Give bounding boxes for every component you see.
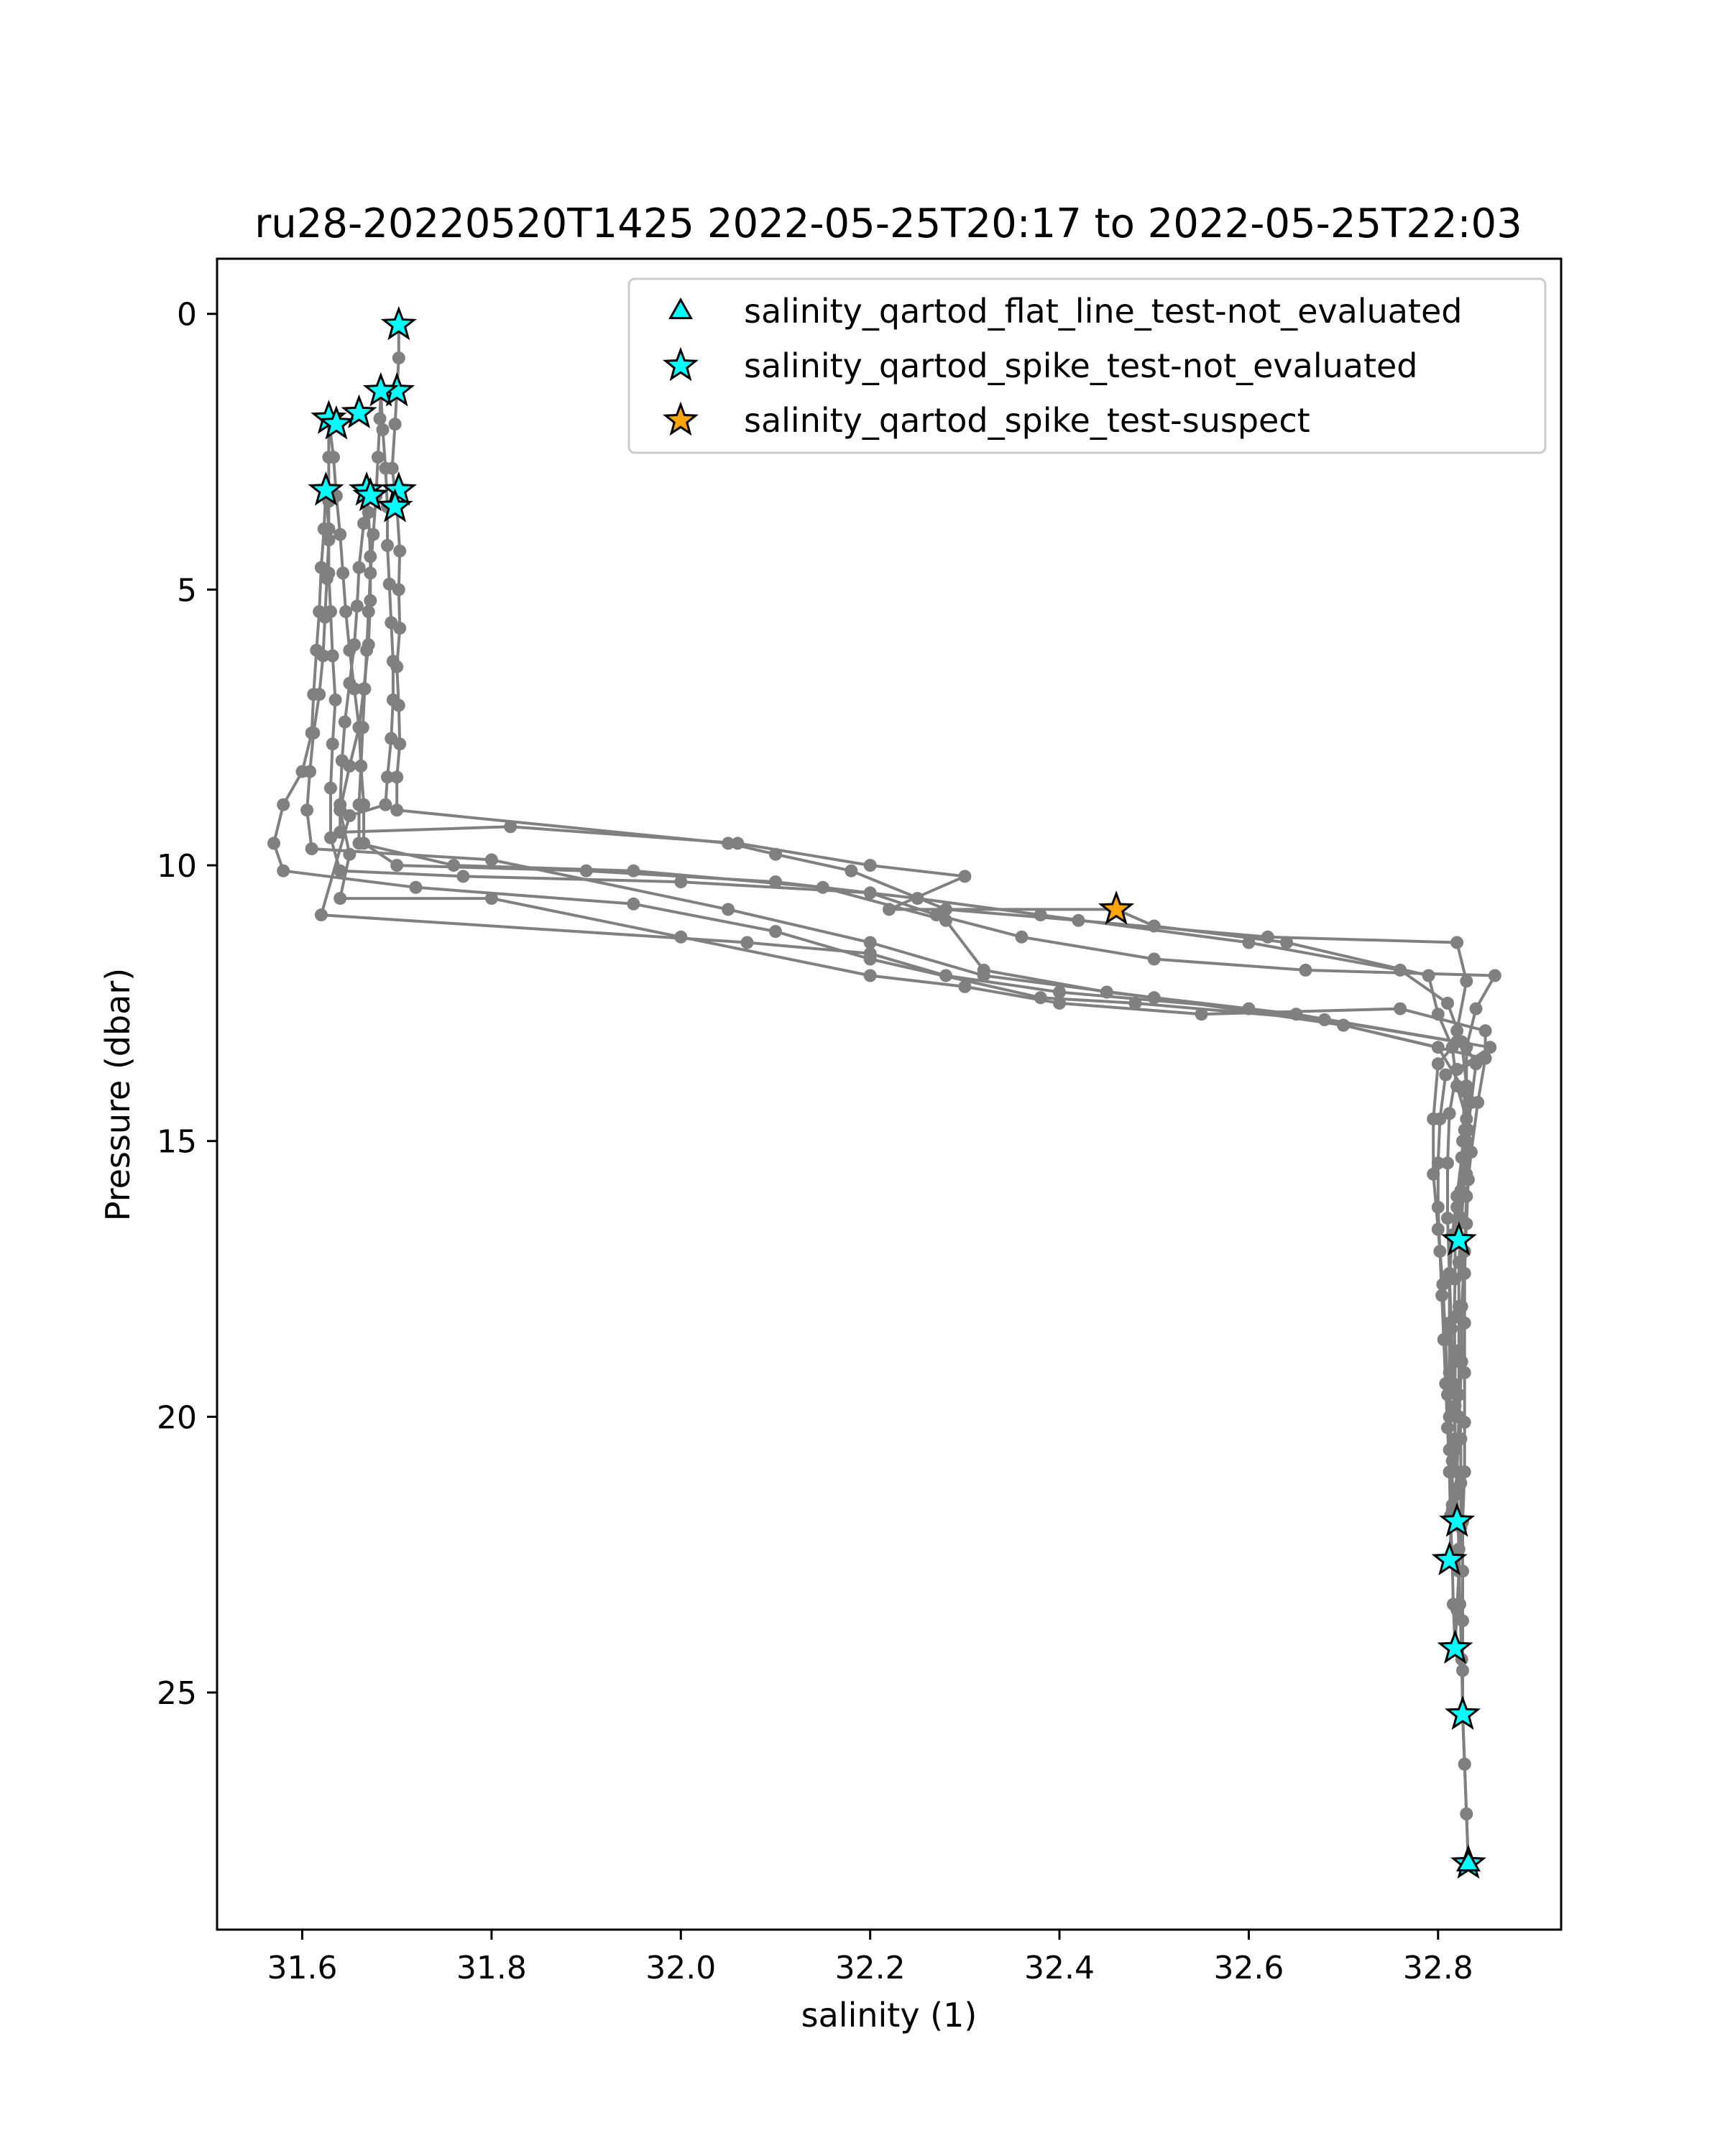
data-point xyxy=(1458,1465,1471,1478)
x-tick-label: 31.8 xyxy=(456,1950,527,1986)
data-point xyxy=(1438,1333,1450,1346)
data-point xyxy=(911,892,924,905)
data-point xyxy=(277,865,290,877)
data-point xyxy=(334,892,346,905)
data-point xyxy=(303,765,316,778)
x-tick-label: 32.4 xyxy=(1024,1950,1095,1986)
data-point xyxy=(939,914,952,927)
data-point xyxy=(1337,1019,1350,1032)
data-point xyxy=(336,754,349,767)
data-point xyxy=(353,837,366,849)
data-point xyxy=(864,947,877,960)
data-point xyxy=(334,528,346,541)
data-point xyxy=(1458,1317,1471,1330)
data-point xyxy=(343,809,356,822)
data-point xyxy=(1479,1024,1492,1037)
data-point xyxy=(816,881,829,894)
data-point xyxy=(389,418,402,430)
data-point xyxy=(722,903,735,916)
data-point xyxy=(1458,1416,1471,1429)
x-tick-label: 32.6 xyxy=(1213,1950,1284,1986)
data-point xyxy=(1441,1212,1454,1225)
data-point xyxy=(381,770,394,783)
data-point xyxy=(336,566,349,579)
data-point xyxy=(372,451,385,464)
data-point xyxy=(1299,964,1312,977)
data-point xyxy=(1462,1173,1475,1186)
data-point xyxy=(1394,964,1407,977)
data-point xyxy=(324,782,337,795)
data-point xyxy=(1242,1003,1255,1015)
data-point xyxy=(385,616,397,629)
data-point xyxy=(1148,953,1161,966)
data-point xyxy=(374,413,387,425)
legend-entry-label: salinity_qartod_spike_test-suspect xyxy=(744,401,1310,440)
data-point xyxy=(410,881,423,894)
y-tick-label: 5 xyxy=(177,572,197,609)
data-point xyxy=(353,798,366,811)
data-point xyxy=(377,423,390,436)
data-point xyxy=(1394,1003,1407,1015)
data-point xyxy=(1456,1614,1469,1627)
data-point xyxy=(741,936,754,949)
data-point xyxy=(1484,1041,1496,1054)
data-point xyxy=(845,865,857,877)
data-point xyxy=(1053,986,1066,999)
data-point xyxy=(864,969,877,982)
data-point xyxy=(339,605,352,618)
data-point xyxy=(307,727,320,740)
data-point xyxy=(1458,1366,1471,1379)
data-point xyxy=(1450,1488,1463,1501)
x-axis-label: salinity (1) xyxy=(801,1996,978,2035)
data-point xyxy=(393,545,406,558)
data-point xyxy=(1441,1156,1454,1169)
data-point xyxy=(485,853,498,866)
data-point xyxy=(1453,1598,1466,1611)
data-point xyxy=(1460,975,1473,987)
data-point xyxy=(390,859,403,872)
data-point xyxy=(864,859,877,872)
data-point xyxy=(334,798,346,811)
y-tick-label: 0 xyxy=(177,296,197,333)
data-point xyxy=(277,798,290,811)
data-point xyxy=(1460,1807,1473,1820)
y-tick-label: 10 xyxy=(157,848,197,885)
data-point xyxy=(387,694,400,706)
data-point xyxy=(1443,1267,1456,1280)
data-point xyxy=(1450,936,1463,949)
data-point xyxy=(381,539,394,552)
data-point xyxy=(315,908,328,921)
data-point xyxy=(318,611,331,624)
data-point xyxy=(329,694,342,706)
data-point xyxy=(392,351,405,364)
data-point xyxy=(1432,1041,1445,1054)
data-point xyxy=(1432,1201,1445,1214)
data-point xyxy=(351,599,364,612)
data-point xyxy=(321,572,334,585)
data-point xyxy=(357,517,370,530)
data-point xyxy=(1242,936,1255,949)
data-point xyxy=(360,644,373,657)
data-point xyxy=(627,898,640,911)
data-point xyxy=(1489,969,1501,982)
data-point xyxy=(1015,931,1028,944)
data-point xyxy=(317,650,330,663)
x-tick-label: 32.8 xyxy=(1402,1950,1473,1986)
data-point xyxy=(1471,1096,1484,1109)
data-point xyxy=(1458,1267,1471,1280)
data-point xyxy=(1454,1184,1467,1197)
data-point xyxy=(1456,1135,1469,1148)
y-axis-label: Pressure (dbar) xyxy=(98,967,137,1222)
legend-entry-label: salinity_qartod_spike_test-not_evaluated xyxy=(744,346,1418,385)
data-point xyxy=(1449,1432,1462,1445)
x-tick-label: 31.6 xyxy=(267,1950,338,1986)
legend xyxy=(629,279,1545,453)
data-point xyxy=(1458,1085,1471,1098)
data-point xyxy=(343,644,356,657)
data-point xyxy=(1432,1008,1445,1021)
data-point xyxy=(1455,1355,1468,1368)
y-tick-label: 25 xyxy=(157,1675,197,1713)
data-point xyxy=(1441,997,1454,1010)
data-point xyxy=(1435,1289,1448,1302)
data-point xyxy=(383,578,396,591)
data-point xyxy=(354,760,367,773)
data-point xyxy=(313,688,326,701)
x-tick-label: 32.2 xyxy=(834,1950,906,1986)
data-point xyxy=(1453,1543,1466,1556)
data-point xyxy=(339,716,351,729)
data-point xyxy=(387,655,400,668)
data-point xyxy=(364,566,377,579)
data-point xyxy=(1034,908,1047,921)
data-point xyxy=(504,820,517,833)
data-point xyxy=(1445,1322,1458,1335)
data-point xyxy=(379,462,392,475)
data-point xyxy=(356,721,369,734)
data-point xyxy=(1432,1057,1445,1070)
y-tick-label: 20 xyxy=(157,1399,197,1437)
data-point xyxy=(1433,1245,1446,1258)
legend-entry-label: salinity_qartod_flat_line_test-not_evaluated xyxy=(744,292,1463,331)
data-point xyxy=(731,837,744,849)
data-point xyxy=(958,870,971,883)
data-point xyxy=(267,837,280,849)
data-point xyxy=(447,859,460,872)
data-point xyxy=(1280,936,1293,949)
data-point xyxy=(326,737,339,750)
data-point xyxy=(1034,991,1047,1004)
x-tick-label: 32.0 xyxy=(645,1950,717,1986)
data-point xyxy=(1441,1422,1454,1434)
data-point xyxy=(1460,1217,1473,1230)
data-point xyxy=(939,969,952,982)
chart-title: ru28-20220520T1425 2022-05-25T20:17 to 2022-05-25T22:03 xyxy=(254,201,1522,247)
data-point xyxy=(385,732,397,745)
data-point xyxy=(358,683,371,696)
data-point xyxy=(1470,1003,1483,1015)
data-point xyxy=(1422,969,1435,982)
data-point xyxy=(327,451,340,464)
data-point xyxy=(322,533,335,546)
data-point xyxy=(353,561,366,574)
y-tick-label: 15 xyxy=(157,1123,197,1161)
data-point xyxy=(1458,1758,1471,1771)
data-point xyxy=(456,870,469,883)
data-point xyxy=(324,831,337,844)
data-point xyxy=(1447,1377,1460,1390)
data-point xyxy=(978,964,990,977)
data-point xyxy=(379,798,392,811)
data-point xyxy=(367,528,380,541)
data-point xyxy=(1439,1069,1452,1082)
data-point xyxy=(1443,1465,1456,1478)
data-point xyxy=(1443,1107,1456,1120)
data-point xyxy=(769,925,782,938)
data-point xyxy=(362,605,375,618)
data-point xyxy=(300,803,313,816)
data-point xyxy=(390,803,403,816)
data-point xyxy=(305,842,318,855)
data-point xyxy=(627,865,640,877)
